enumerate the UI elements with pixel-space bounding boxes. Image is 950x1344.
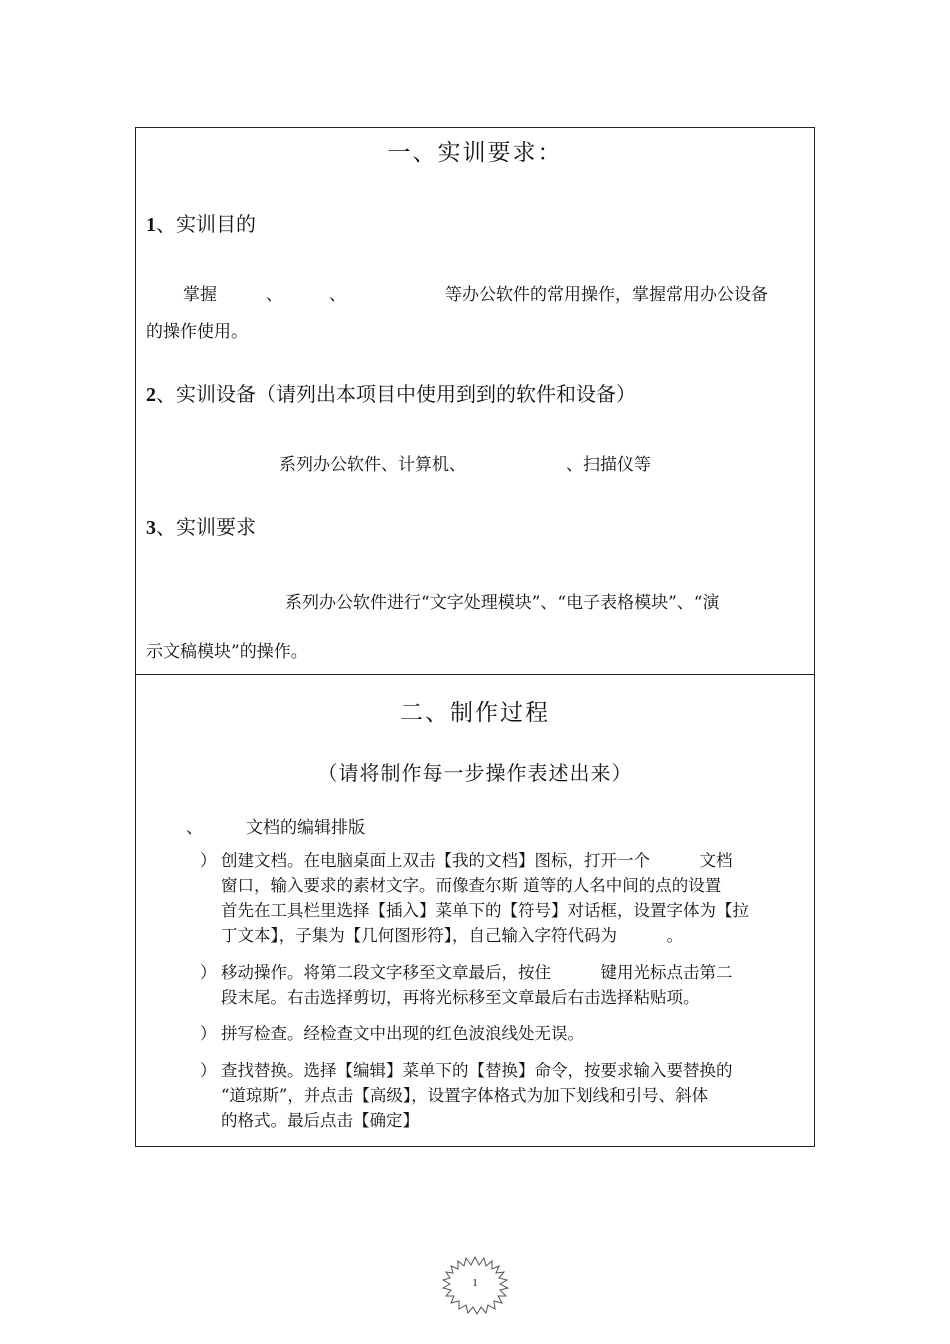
- step-line: 段末尾。右击选择剪切，再将光标移至文章最后右击选择粘贴项。: [221, 988, 700, 1007]
- objective-word-1: 掌握: [183, 285, 217, 305]
- heading-equipment: [146, 378, 636, 407]
- objective-sep-2: 、: [329, 285, 346, 305]
- step-1: [200, 848, 806, 948]
- step-marker: ）: [200, 963, 217, 982]
- step-line: 的格式。最后点击【确定】: [221, 1111, 419, 1130]
- step-marker: ）: [200, 1061, 217, 1080]
- step-3: [200, 1021, 806, 1046]
- step-line: 移动操作。将第二段文字移至文章最后，按住 键用光标点击第二: [221, 963, 733, 982]
- heading-text: 、实训目的: [156, 212, 256, 236]
- heading-text: 、实训要求: [156, 515, 256, 539]
- section-title-requirements: 一、实训要求：: [387, 140, 563, 166]
- heading-text: 、实训设备（请列出本项目中使用到到的软件和设备）: [156, 382, 636, 406]
- step-line: 拼写检查。经检查文中出现的红色波浪线处无误。: [221, 1024, 584, 1043]
- page-number-seal: [437, 1255, 513, 1315]
- section-subtitle: （请将制作每一步操作表述出来）: [317, 761, 633, 785]
- item-title: 文档的编辑排版: [246, 818, 365, 838]
- requirements-line-1: 系列办公软件进行“文字处理模块”、“电子表格模块”、“演: [285, 593, 720, 613]
- step-2: [200, 960, 806, 1010]
- equipment-line-b: 、扫描仪等: [566, 455, 651, 475]
- heading-number: 3: [146, 517, 156, 539]
- section-title-process: 二、制作过程: [400, 700, 550, 726]
- step-line: 窗口，输入要求的素材文字。而像查尔斯 道等的人名中间的点的设置: [221, 876, 722, 895]
- step-line: 丁文本】，子集为【几何图形符】，自己输入字符代码为 。: [221, 926, 683, 945]
- table-divider: [136, 674, 814, 675]
- step-line: “道琼斯”，并点击【高级】，设置字体格式为加下划线和引号、斜体: [221, 1086, 709, 1105]
- heading-objective: [146, 208, 256, 237]
- step-line: 首先在工具栏里选择【插入】菜单下的【符号】对话框，设置字体为【拉: [221, 901, 749, 920]
- step-marker: ）: [200, 851, 217, 870]
- heading-requirements: [146, 511, 256, 540]
- item-mark: 、: [186, 818, 203, 838]
- objective-line-2: 的操作使用。: [146, 322, 248, 342]
- objective-line-1-end: 等办公软件的常用操作，掌握常用办公设备: [445, 285, 768, 305]
- step-line: 创建文档。在电脑桌面上双击【我的文档】图标，打开一个 文档: [221, 851, 733, 870]
- requirements-line-2: 示文稿模块”的操作。: [146, 642, 308, 662]
- objective-sep-1: 、: [266, 285, 283, 305]
- heading-number: 1: [146, 214, 156, 236]
- form-table: [135, 127, 815, 1147]
- step-4: [200, 1058, 806, 1133]
- step-line: 查找替换。选择【编辑】菜单下的【替换】命令，按要求输入要替换的: [221, 1061, 733, 1080]
- equipment-line-a: 系列办公软件、计算机、: [279, 455, 466, 475]
- heading-number: 2: [146, 384, 156, 406]
- step-marker: ）: [200, 1024, 217, 1043]
- page-number: 1: [472, 1277, 478, 1289]
